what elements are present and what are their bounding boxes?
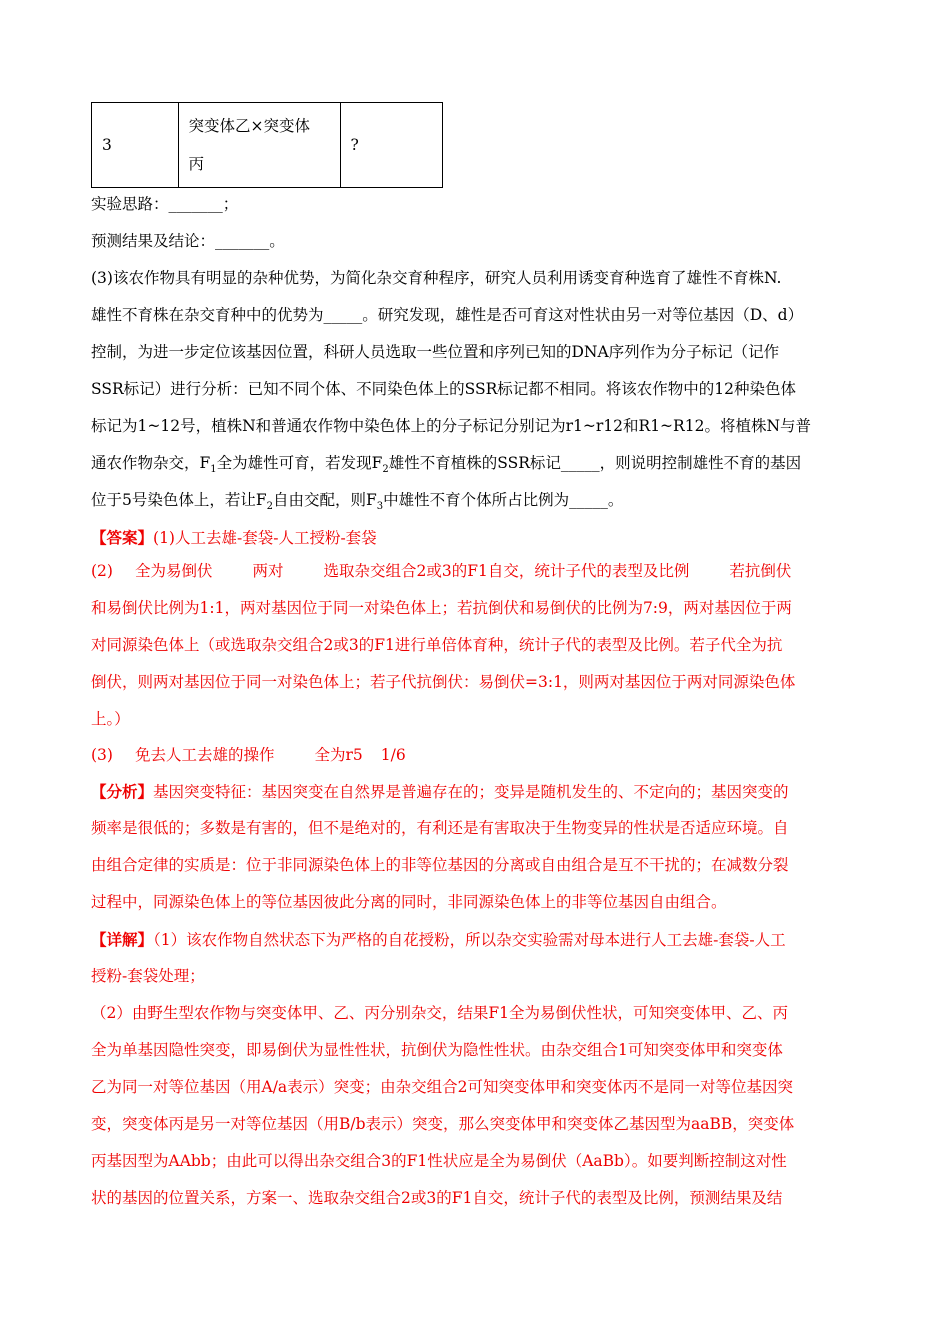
question3-line: (3)该农作物具有明显的杂种优势，为简化杂交育种程序，研究人员利用诱变育种选育了雄性不育株N. xyxy=(91,269,782,287)
detail-line xyxy=(91,921,861,959)
cross-table xyxy=(91,102,443,188)
subscript: 2 xyxy=(266,501,273,513)
detail-line: 状的基因的位置关系，方案一、选取杂交组合2或3的F1自交，统计子代的表型及比例，预测结果及结 xyxy=(91,1189,783,1207)
answer-line: 对同源染色体上（或选取杂交组合2或3的F1进行单倍体育种，统计子代的表型及比例。若子代全为抗 xyxy=(91,636,783,654)
text-run: 自由交配，则F xyxy=(273,491,377,509)
cross-result-cell: ? xyxy=(340,103,442,188)
question3-line xyxy=(91,445,861,482)
question3-line: SSR标记）进行分析：已知不同个体、不同染色体上的SSR标记都不相同。将该农作物中的12种染色体 xyxy=(91,380,796,398)
answer-part3-advantage: 免去人工去雄的操作 xyxy=(134,746,275,764)
subscript: 1 xyxy=(210,464,217,476)
analysis-text: 基因突变特征：基因突变在自然界是普遍存在的；变异是随机发生的、不定向的；基因突变的 xyxy=(153,783,789,801)
cross-combination-line: 突变体乙×突变体 xyxy=(188,117,311,135)
detail-text: （1）该农作物自然状态下为严格的自花授粉，所以杂交实验需对母本进行人工去雄-套袋-人工 xyxy=(153,931,786,949)
text-run: 雄性不育植株的SSR标记_____，则说明控制雄性不育的基因 xyxy=(388,454,802,472)
subscript: 2 xyxy=(382,464,389,476)
analysis-line xyxy=(91,773,861,811)
detail-line: （2）由野生型农作物与突变体甲、乙、丙分别杂交，结果F1全为易倒伏性状，可知突变体甲、乙、丙 xyxy=(91,1004,788,1022)
cross-combination-cell xyxy=(178,103,340,188)
detail-line: 乙为同一对等位基因（用A/a表示）突变；由杂交组合2可知突变体甲和突变体丙不是同一对等位基因突 xyxy=(91,1078,794,1096)
answer-line xyxy=(91,737,861,774)
text-run: 中雄性不育个体所占比例为_____。 xyxy=(383,491,624,509)
analysis-line: 由组合定律的实质是：位于非同源染色体上的非等位基因的分离或自由组合是互不干扰的；在减数分裂 xyxy=(91,856,789,874)
answer-part2-conclusion: 若抗倒伏 xyxy=(729,562,792,580)
prediction-line: 预测结果及结论：_______。 xyxy=(91,232,285,250)
detail-line: 授粉-套袋处理； xyxy=(91,967,205,985)
answer-tag: 【答案】 xyxy=(91,528,154,547)
answer-line xyxy=(91,519,861,557)
question3-line: 标记为1~12号，植株N和普通农作物中染色体上的分子标记分别记为r1~r12和R1~R12。将植株N与普 xyxy=(91,417,812,435)
answer-line: 和易倒伏比例为1:1，两对基因位于同一对染色体上；若抗倒伏和易倒伏的比例为7:9，两对基因位于两 xyxy=(91,599,792,617)
answer-line: 上。） xyxy=(91,710,130,728)
text-run: 通农作物杂交，F xyxy=(91,454,211,472)
table-row xyxy=(92,103,443,188)
question3-line: 雄性不育株在杂交育种中的优势为_____。研究发现，雄性是否可育这对性状由另一对等位基因（D、d） xyxy=(91,306,804,324)
answer-part2-pairs: 两对 xyxy=(252,562,284,580)
text-run: 全为雄性可育，若发现F xyxy=(216,454,383,472)
detail-line: 全为单基因隐性突变，即易倒伏为显性性状，抗倒伏为隐性性状。由杂交组合1可知突变体甲和突变体 xyxy=(91,1041,783,1059)
analysis-line: 频率是很低的；多数是有害的，但不是绝对的，有利还是有害取决于生物变异的性状是否适应环境。自 xyxy=(91,819,789,837)
cross-number-cell: 3 xyxy=(92,103,179,188)
experiment-idea: 实验思路：_______； xyxy=(91,195,239,213)
answer-part3-ratio: 1/6 xyxy=(380,746,406,764)
analysis-line: 过程中，同源染色体上的等位基因彼此分离的同时，非同源染色体上的非等位基因自由组合。 xyxy=(91,893,727,911)
answer-part1: (1)人工去雄-套袋-人工授粉-套袋 xyxy=(153,529,377,547)
answer-part2-number: (2) xyxy=(91,562,113,580)
answer-part3-marker: 全为r5 xyxy=(314,746,363,764)
text-run: 位于5号染色体上，若让F xyxy=(91,491,267,509)
answer-line xyxy=(91,553,861,590)
detail-tag: 【详解】 xyxy=(91,930,154,949)
question3-line: 控制，为进一步定位该基因位置，科研人员选取一些位置和序列已知的DNA序列作为分子标记（记作 xyxy=(91,343,780,361)
analysis-tag: 【分析】 xyxy=(91,782,154,801)
answer-part2-method: 选取杂交组合2或3的F1自交，统计子代的表型及比例 xyxy=(323,562,690,580)
answer-line: 倒伏，则两对基因位于同一对染色体上；若子代抗倒伏：易倒伏=3:1，则两对基因位于两对同源染色体 xyxy=(91,673,796,691)
answer-part3-number: (3) xyxy=(91,746,113,764)
answer-part2-result: 全为易倒伏 xyxy=(134,562,213,580)
subscript: 3 xyxy=(376,501,384,513)
detail-line: 丙基因型为AAbb；由此可以得出杂交组合3的F1性状应是全为易倒伏（AaBb）。如要判断控制这对性 xyxy=(91,1152,787,1170)
question3-line xyxy=(91,482,861,519)
detail-line: 变，突变体丙是另一对等位基因（用B/b表示）突变，那么突变体甲和突变体乙基因型为aaBB，突变体 xyxy=(91,1115,795,1133)
cross-combination-line: 丙 xyxy=(188,155,205,173)
